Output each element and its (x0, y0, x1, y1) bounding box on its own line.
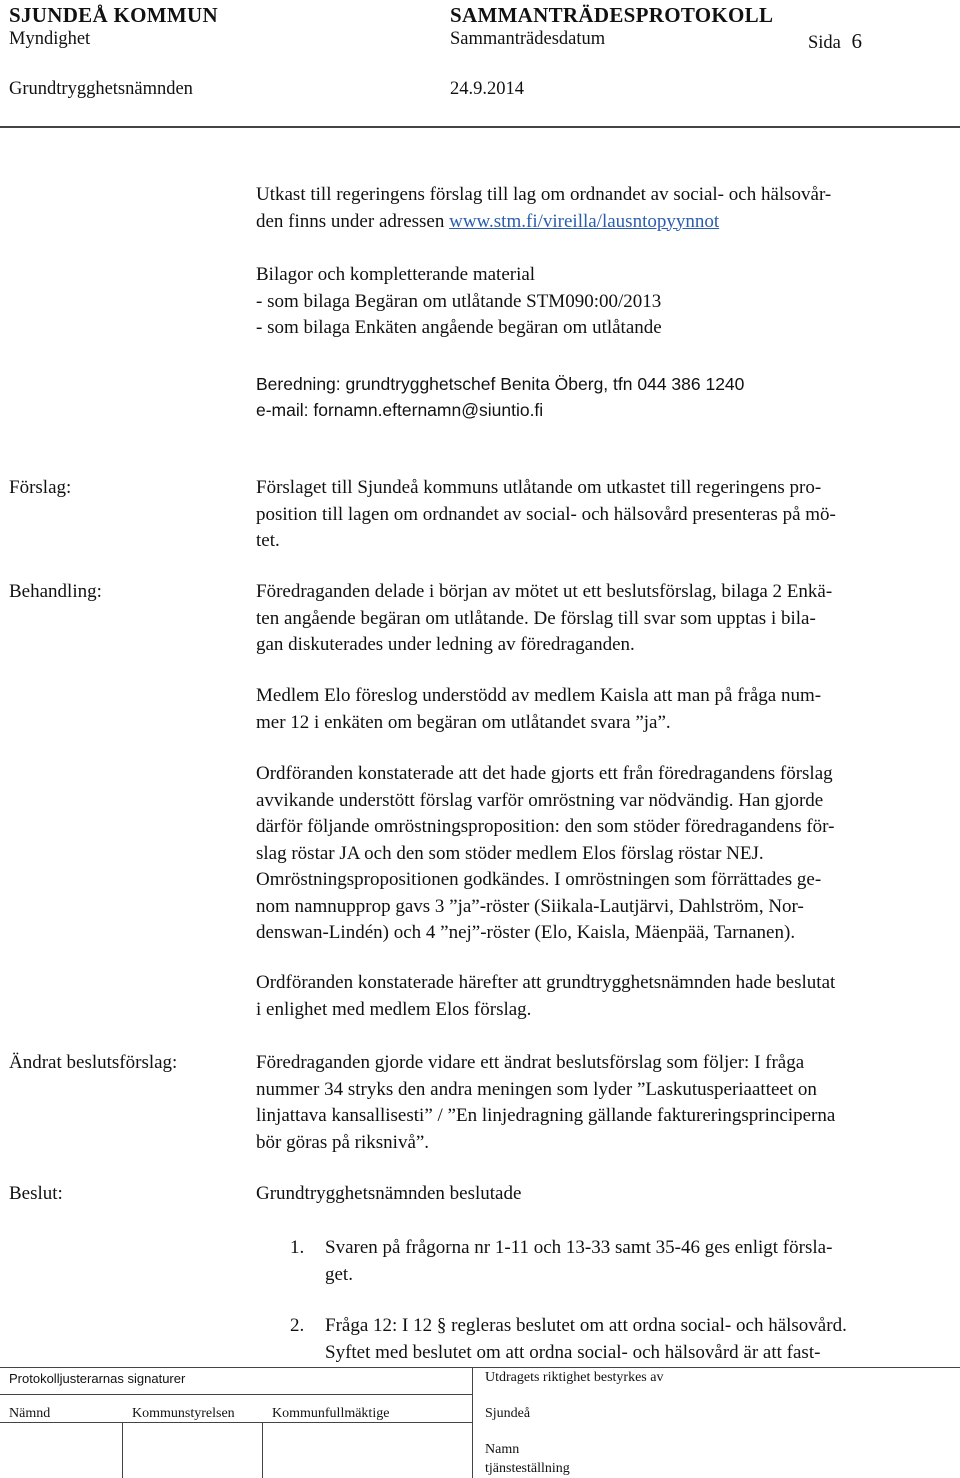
document-type: SAMMANTRÄDESPROTOKOLL (450, 3, 774, 27)
preparation-email: e-mail: fornamn.efternamn@siuntio.fi (256, 400, 544, 420)
handling-line: denswan-Lindén) och 4 ”nej”-röster (Elo, Kaisla, Mäenpää, Tarnanen). (256, 922, 796, 943)
footer-col-executive: Kommunstyrelsen (132, 1406, 235, 1421)
preparation-block (256, 371, 744, 423)
footer-mid-rule (0, 1422, 472, 1423)
authority-name: Grundtrygghetsnämnden (9, 79, 193, 99)
decision-item-line: Fråga 12: I 12 § regleras beslutet om att ordna social- och hälsovård. (325, 1315, 847, 1336)
proposal-line: Förslaget till Sjundeå kommuns utlåtande om utkastet till regeringens pro- (256, 477, 822, 498)
header-divider (0, 126, 960, 128)
handling-line: i enlighet med medlem Elos förslag. (256, 998, 532, 1020)
decision-item-line: Svaren på frågorna nr 1-11 och 13-33 samt 35-46 ges enligt försla- (325, 1237, 833, 1258)
proposal-label: Förslag: (9, 477, 72, 498)
footer-place: Sjundeå (485, 1406, 531, 1421)
intro-paragraph (256, 182, 831, 235)
page-indicator (808, 29, 862, 54)
amended-label: Ändrat beslutsförslag: (9, 1052, 178, 1073)
handling-line: avvikande understött förslag varför omröstning var nödvändig. Han gjorde (256, 789, 824, 811)
attachments-heading: Bilagor och kompletterande material (256, 264, 536, 285)
decision-item-number: 1. (290, 1237, 305, 1258)
handling-line: slag röstar JA och den som stöder medlem Elos förslag röstar NEJ. (256, 842, 764, 864)
handling-line: Ordföranden konstaterade härefter att grundtrygghetsnämnden hade beslutat (256, 972, 836, 993)
proposal-line: position till lagen om ordnandet av social- och hälsovård presenteras på mö- (256, 503, 836, 525)
amended-line: bör göras på riksnivå”. (256, 1131, 430, 1153)
intro-line-1: Utkast till regeringens förslag till lag om ordnandet av social- och hälsovår- (256, 184, 832, 205)
preparation-contact: Beredning: grundtrygghetschef Benita Öberg, tfn 044 386 1240 (256, 374, 745, 394)
amended-line: linjattava kansallisesti” / ”En linjedragning gällande faktureringsprinciperna (256, 1105, 836, 1126)
ministry-link[interactable]: www.stm.fi/vireilla/lausntopyynnot (449, 210, 720, 232)
attachments-block (256, 262, 662, 342)
attachment-item: - som bilaga Enkäten angående begäran om utlåtande (256, 317, 662, 338)
footer-column-divider (472, 1367, 473, 1478)
handling-label: Behandling: (9, 581, 102, 602)
decision-item-line: get. (325, 1263, 353, 1285)
handling-paragraph-4 (256, 970, 835, 1023)
footer-column-divider (122, 1422, 123, 1478)
footer-column-divider (262, 1422, 263, 1478)
attachment-item: - som bilaga Begäran om utlåtande STM090:00/2013 (256, 290, 662, 312)
footer-top-rule (0, 1367, 960, 1368)
decision-label: Beslut: (9, 1183, 63, 1204)
proposal-text (256, 475, 836, 555)
handling-line: Omröstningspropositionen godkändes. I omröstningen som förrättades ge- (256, 869, 822, 890)
handling-line: därför följande omröstningsproposition: den som stöder föredragandens för- (256, 816, 835, 837)
intro-line-2: den finns under adressen (256, 210, 450, 232)
proposal-line: tet. (256, 530, 280, 551)
footer-position-label: tjänsteställning (485, 1461, 570, 1476)
handling-line: nom namnupprop gavs 3 ”ja”-röster (Siikala-Lautjärvi, Dahlström, Nor- (256, 895, 804, 917)
handling-paragraph-3 (256, 761, 834, 947)
handling-line: Medlem Elo föreslog understödd av medlem Kaisla att man på fråga num- (256, 685, 822, 706)
handling-line: Ordföranden konstaterade att det hade gjorts ett från föredragandens förslag (256, 763, 833, 784)
meeting-date: 24.9.2014 (450, 79, 524, 99)
authority-label: Myndighet (9, 29, 91, 49)
footer-name-label: Namn (485, 1442, 520, 1457)
extract-label: Utdragets riktighet bestyrkes av (485, 1370, 664, 1385)
amended-line: Föredraganden gjorde vidare ett ändrat beslutsförslag som följer: I fråga (256, 1052, 805, 1073)
footer-col-council: Kommunfullmäktige (272, 1406, 390, 1421)
handling-line: Föredraganden delade i början av mötet ut ett beslutsförslag, bilaga 2 Enkä- (256, 581, 833, 602)
page-number: 6 (851, 29, 863, 53)
handling-line: ten angående begäran om utlåtande. De förslag till svar som upptas i bila- (256, 607, 816, 629)
signatures-label: Protokolljusterarnas signaturer (9, 1371, 186, 1386)
amended-text (256, 1050, 835, 1156)
date-label: Sammanträdesdatum (450, 29, 606, 49)
decision-item-number: 2. (290, 1315, 305, 1336)
handling-paragraph-2 (256, 683, 821, 736)
footer-col-board: Nämnd (9, 1406, 51, 1421)
page-label: Sida (808, 33, 841, 53)
decision-intro: Grundtrygghetsnämnden beslutade (256, 1183, 522, 1204)
footer-mid-rule (0, 1394, 472, 1395)
decision-item-line: Syftet med beslutet om att ordna social- och hälsovård är att fast- (325, 1341, 821, 1363)
municipality-name: SJUNDEÅ KOMMUN (9, 3, 218, 27)
amended-line: nummer 34 stryks den andra meningen som lyder ”Laskutusperiaatteet on (256, 1078, 817, 1100)
decision-item (325, 1235, 832, 1288)
handling-line: gan diskuterades under ledning av föredraganden. (256, 634, 635, 655)
handling-line: mer 12 i enkäten om begäran om utlåtandet svara ”ja”. (256, 711, 671, 733)
handling-paragraph-1 (256, 579, 832, 659)
decision-item (325, 1313, 847, 1366)
